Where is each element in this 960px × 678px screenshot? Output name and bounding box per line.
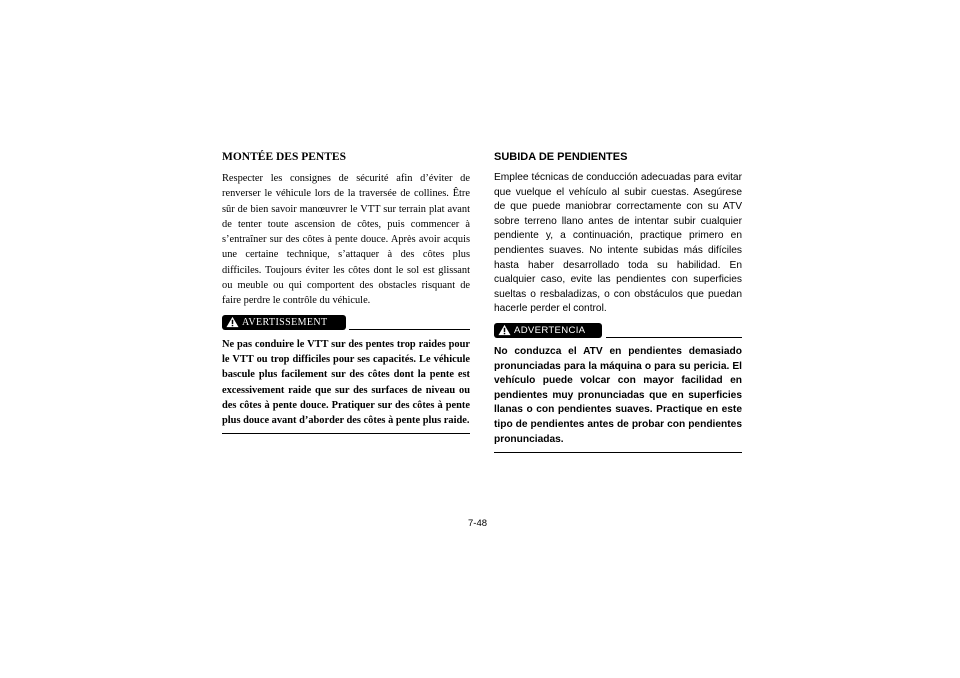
warning-end-rule-fr [222, 433, 470, 434]
warning-rule-es [606, 337, 742, 338]
section-heading-fr: MONTÉE DES PENTES [222, 151, 346, 163]
page-number: 7-48 [468, 518, 488, 529]
warning-text-es: No conduzca el ATV en pendientes demasiado pronunciadas para la máquina o para su pericia. El vehículo puede volcar con mayor facilidad en pendientes muy pronunciadas que en superficies llanas o con pendientes suaves. Practique en este tipo de pendientes antes de probar con pendientes pronunciadas. [494, 345, 742, 445]
warning-triangle-icon [226, 316, 239, 328]
warning-header-es [494, 323, 742, 341]
warning-badge-fr [222, 315, 346, 330]
section-heading-es: SUBIDA DE PENDIENTES [494, 151, 628, 163]
warning-text-fr: Ne pas conduire le VTT sur des pentes trop raides pour le VTT ou trop difficiles pour ses capacités. Le véhicule bascule plus facilement sur des côtes dont la pente est excessivement raide que sur des surfaces de niveau ou des côtes à pente douce. Pratiquer sur des côtes à pente plus douce avant d’aborder des côtes à pente plus raide. [222, 338, 470, 427]
warning-triangle-icon [498, 324, 511, 336]
warning-label-es: ADVERTENCIA [514, 324, 586, 336]
warning-label-fr: AVERTISSEMENT [242, 316, 328, 328]
warning-end-rule-es [494, 452, 742, 453]
body-text-es: Emplee técnicas de conducción adecuadas para evitar que vuelque el vehículo al subir cuestas. Asegúrese de que puede maniobrar correctamente con su ATV sobre terreno llano antes de intentar subir cualquier pendiente y, a continuación, practique primero en pendientes suaves. No intente subidas más difíciles hasta haber desarrollado toda su habilidad. En cualquier caso, evite las pendientes con superficies sueltas o resbaladizas, o con obstáculos que puedan hacerle perder el control. [494, 172, 742, 315]
warning-badge-es [494, 323, 602, 338]
body-text-fr: Respecter les consignes de sécurité afin d’éviter de renverser le véhicule lors de la traversée de collines. Être sûr de bien savoir manœuvrer le VTT sur terrain plat avant de tenter toute ascension de côtes, puis commencer à s’entraîner sur des côtes à pente douce. Après avoir acquis une certaine technique, s’attaquer à des côtes plus difficiles. Toujours éviter les côtes dont le sol est glissant ou meuble ou qui comportent des obstacles risquant de faire perdre le contrôle du véhicule. [222, 173, 470, 307]
warning-header-fr [222, 315, 470, 333]
warning-rule-fr [349, 329, 470, 330]
spanish-column [494, 150, 742, 453]
french-column [222, 150, 470, 434]
